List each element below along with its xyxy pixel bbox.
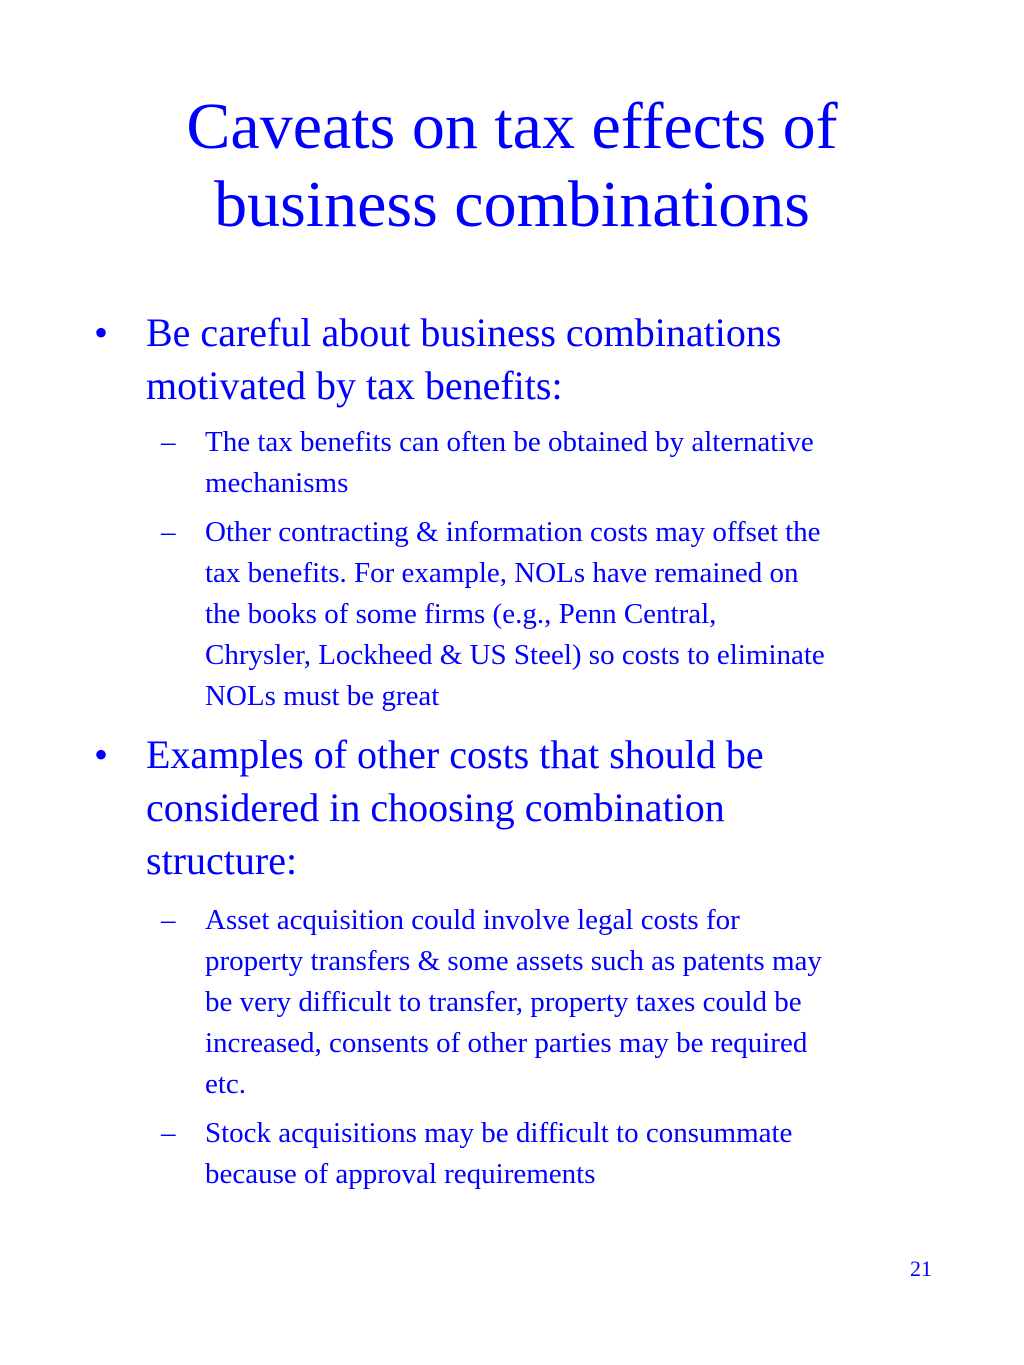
dash-marker: –	[161, 904, 176, 936]
sub-bullet-text-line: property transfers & some assets such as patents may	[205, 945, 822, 977]
bullet-text-line: Be careful about business combinations	[146, 310, 782, 355]
sub-bullet-text-line: Stock acquisitions may be difficult to consummate	[205, 1117, 793, 1149]
dash-marker: –	[161, 1117, 176, 1149]
page-number: 21	[910, 1256, 932, 1281]
bullet-marker: •	[94, 732, 109, 777]
slide-title	[60, 88, 964, 244]
sub-bullet-text-line: Chrysler, Lockheed & US Steel) so costs to eliminate	[205, 639, 825, 671]
sub-bullet-item	[161, 900, 822, 1105]
sub-bullet-item	[161, 512, 825, 717]
sub-bullet-item	[161, 422, 814, 504]
sub-bullet-text-line: NOLs must be great	[205, 680, 440, 712]
sub-bullet-text-line: be very difficult to transfer, property taxes could be	[205, 986, 802, 1018]
bullet-text-line: considered in choosing combination	[146, 785, 725, 830]
slide-title-line: Caveats on tax effects of	[186, 90, 838, 163]
sub-bullet-item	[161, 1113, 793, 1195]
bullet-marker: •	[94, 310, 109, 355]
dash-marker: –	[161, 426, 176, 458]
dash-marker: –	[161, 516, 176, 548]
sub-bullet-text-line: tax benefits. For example, NOLs have remained on	[205, 557, 799, 589]
sub-bullet-text-line: etc.	[205, 1068, 247, 1100]
slide-title-line: business combinations	[214, 168, 810, 241]
sub-bullet-text-line: increased, consents of other parties may be required	[205, 1027, 808, 1059]
sub-bullet-text-line: mechanisms	[205, 467, 349, 499]
sub-bullet-text-line: Other contracting & information costs may offset the	[205, 516, 821, 548]
bullet-item	[94, 728, 764, 887]
bullet-text-line: structure:	[146, 838, 298, 883]
sub-bullet-text-line: the books of some firms (e.g., Penn Central,	[205, 598, 717, 630]
sub-bullet-text-line: because of approval requirements	[205, 1158, 596, 1190]
bullet-text-line: Examples of other costs that should be	[146, 732, 764, 777]
bullet-item	[94, 306, 782, 412]
sub-bullet-text-line: Asset acquisition could involve legal costs for	[205, 904, 740, 936]
sub-bullet-text-line: The tax benefits can often be obtained by alternative	[205, 426, 814, 458]
bullet-text-line: motivated by tax benefits:	[146, 363, 563, 408]
